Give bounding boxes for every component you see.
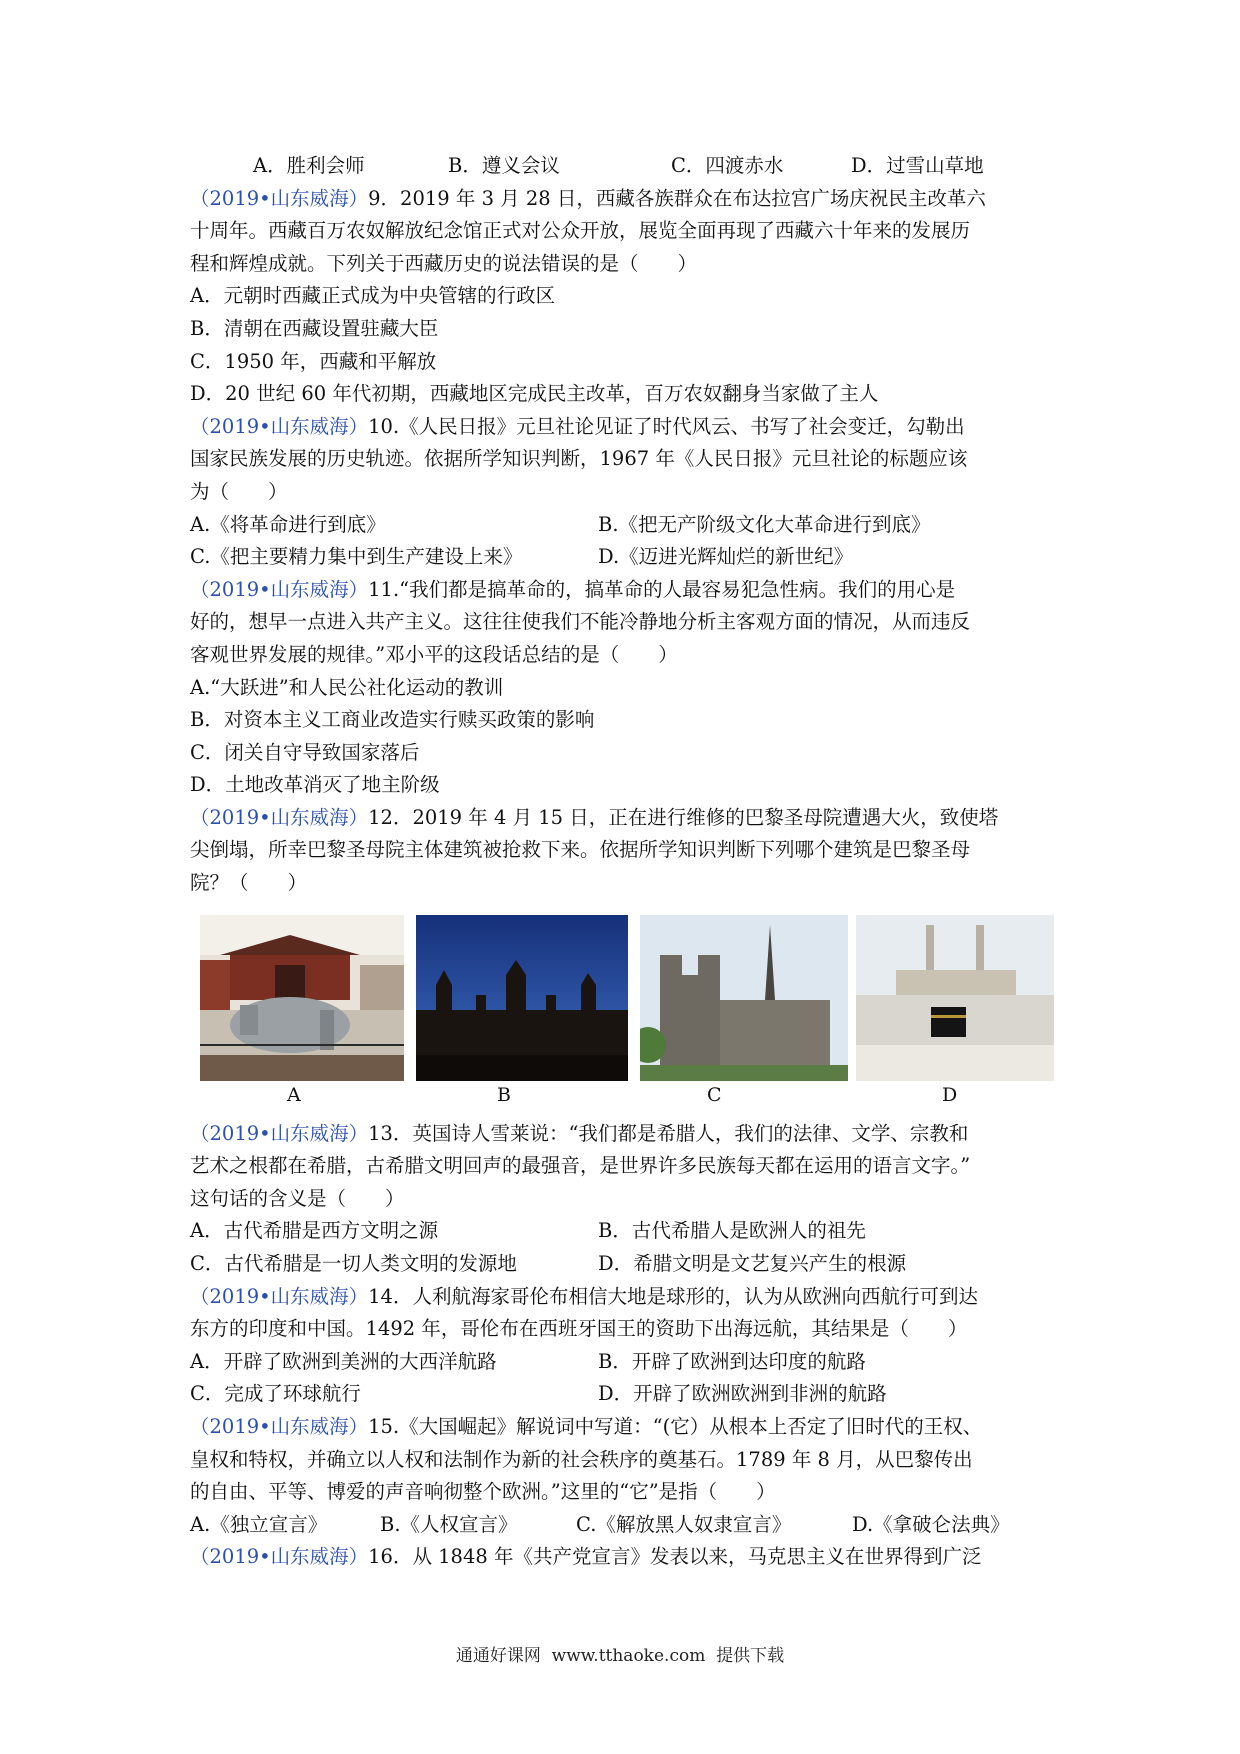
question-12: [190, 802, 1060, 1118]
question-text: 11.“我们都是搞革命的，搞革命的人最容易犯急性病。我们的用心是: [368, 577, 956, 601]
option-c: C．古代希腊是一切人类文明的发源地: [190, 1252, 517, 1276]
picture-label: D: [942, 1083, 958, 1106]
question-source: （2019•山东威海）: [190, 1284, 369, 1308]
option-b: B.《把无产阶级文化大革命进行到底》: [598, 512, 931, 536]
question-text: 9．2019 年 3 月 28 日，西藏各族群众在布达拉宫广场庆祝民主改革六: [368, 186, 986, 210]
option-a: A.《独立宣言》: [190, 1512, 328, 1536]
option-a: A．元朝时西藏正式成为中央管辖的行政区: [190, 284, 556, 308]
picture-d-mecca: [856, 915, 1054, 1081]
prev-question-options: [190, 150, 1060, 183]
picture-label: B: [497, 1083, 511, 1106]
picture-label: A: [287, 1083, 301, 1106]
footer-site: 通通好课网: [455, 1646, 541, 1666]
footer-url[interactable]: www.tthaoke.com: [551, 1646, 706, 1666]
option-c: C.《把主要精力集中到生产建设上来》: [190, 545, 523, 569]
question-text: 14．人利航海家哥伦布相信大地是球形的，认为从欧洲向西航行可到达: [368, 1284, 978, 1308]
question-source: （2019•山东威海）: [190, 1121, 369, 1145]
question-10: [190, 411, 1060, 574]
question-source: （2019•山东威海）: [190, 577, 369, 601]
option-c: C．四渡赤水: [671, 154, 784, 177]
option-c: C.《解放黑人奴隶宣言》: [576, 1512, 792, 1536]
question-text: 程和辉煌成就。下列关于西藏历史的说法错误的是（ ）: [190, 251, 698, 275]
question-source: （2019•山东威海）: [190, 1545, 369, 1569]
question-14: [190, 1281, 1060, 1411]
question-text: 东方的印度和中国。1492 年，哥伦布在西班牙国王的资助下出海远航，其结果是（ ）: [190, 1317, 968, 1341]
question-15: [190, 1411, 1060, 1541]
question-text: 十周年。西藏百万农奴解放纪念馆正式对公众开放，展览全面再现了西藏六十年来的发展历: [190, 219, 971, 243]
question-text: 客观世界发展的规律。”邓小平的这段话总结的是（ ）: [190, 642, 678, 666]
question-text: 13．英国诗人雪莱说：“我们都是希腊人，我们的法律、文学、宗教和: [368, 1121, 969, 1145]
option-a: A．古代希腊是西方文明之源: [190, 1219, 439, 1243]
question-13: [190, 1118, 1060, 1281]
question-11: [190, 574, 1060, 802]
exam-page: [190, 150, 1060, 1574]
option-d: D．开辟了欧洲欧洲到非洲的航路: [598, 1382, 887, 1406]
option-b: B．遵义会议: [448, 154, 560, 177]
question-text: 好的，想早一点进入共产主义。这往往使我们不能冷静地分析主客观方面的情况，从而违反: [190, 610, 971, 634]
option-b: B．古代希腊人是欧洲人的祖先: [598, 1219, 866, 1243]
picture-c-notre-dame: [640, 915, 848, 1081]
question-text: 为（ ）: [190, 479, 288, 503]
option-b: B．对资本主义工商业改造实行赎买政策的影响: [190, 708, 595, 732]
question-text: 15.《大国崛起》解说词中写道：“(它）从根本上否定了旧时代的王权、: [368, 1415, 983, 1438]
option-a: A.“大跃进”和人民公社化运动的教训: [190, 675, 504, 699]
option-a: A．胜利会师: [253, 154, 365, 177]
question-source: （2019•山东威海）: [190, 1415, 369, 1438]
question-text: 16．从 1848 年《共产党宣言》发表以来，马克思主义在世界得到广泛: [368, 1545, 982, 1569]
option-c: C．闭关自守导致国家落后: [190, 740, 420, 764]
option-c: C．完成了环球航行: [190, 1382, 361, 1406]
footer-note: 提供下载: [716, 1646, 785, 1666]
option-a: A.《将革命进行到底》: [190, 512, 386, 536]
option-d: D．过雪山草地: [851, 154, 984, 177]
question-16: [190, 1541, 1060, 1574]
question-text: 国家民族发展的历史轨迹。依据所学知识判断，1967 年《人民日报》元旦社论的标题应该: [190, 447, 968, 471]
option-a: A．开辟了欧洲到美洲的大西洋航路: [190, 1349, 497, 1373]
question-text: 的自由、平等、博爱的声音响彻整个欧洲。”这里的“它”是指（ ）: [190, 1480, 776, 1504]
question-text: 12．2019 年 4 月 15 日，正在进行维修的巴黎圣母院遭遇大火，致使塔: [368, 805, 999, 829]
question-text: 这句话的含义是（ ）: [190, 1186, 405, 1210]
question-text: 尖倒塌，所幸巴黎圣母院主体建筑被抢救下来。依据所学知识判断下列哪个建筑是巴黎圣母: [190, 838, 971, 862]
question-text: 院？（ ）: [190, 871, 308, 895]
question-9: [190, 183, 1060, 411]
picture-label: C: [707, 1083, 722, 1106]
option-b: B．清朝在西藏设置驻藏大臣: [190, 316, 439, 340]
page-footer: [0, 1641, 1240, 1666]
question-source: （2019•山东威海）: [190, 414, 369, 438]
picture-options: [190, 900, 1060, 1118]
picture-b-parliament: [416, 915, 628, 1081]
question-source: （2019•山东威海）: [190, 186, 369, 210]
option-d: D．20 世纪 60 年代初期，西藏地区完成民主改革，百万农奴翻身当家做了主人: [190, 382, 879, 406]
option-d: D.《拿破仑法典》: [852, 1512, 1010, 1536]
option-d: D．土地改革消灭了地主阶级: [190, 773, 440, 797]
option-b: B．开辟了欧洲到达印度的航路: [598, 1349, 866, 1373]
option-d: D．希腊文明是文艺复兴产生的根源: [598, 1252, 907, 1276]
question-text: 艺术之根都在希腊，古希腊文明回声的最强音，是世界许多民族每天都在运用的语言文字。”: [190, 1154, 971, 1178]
question-source: （2019•山东威海）: [190, 805, 369, 829]
question-text: 10.《人民日报》元旦社论见证了时代风云、书写了社会变迁，勾勒出: [368, 414, 965, 438]
picture-a-temple: [200, 915, 404, 1081]
option-c: C．1950 年，西藏和平解放: [190, 349, 437, 373]
option-d: D.《迈进光辉灿烂的新世纪》: [598, 545, 854, 569]
option-b: B.《人权宣言》: [380, 1512, 518, 1536]
question-text: 皇权和特权，并确立以人权和法制作为新的社会秩序的奠基石。1789 年 8 月，从巴黎传出: [190, 1447, 973, 1471]
